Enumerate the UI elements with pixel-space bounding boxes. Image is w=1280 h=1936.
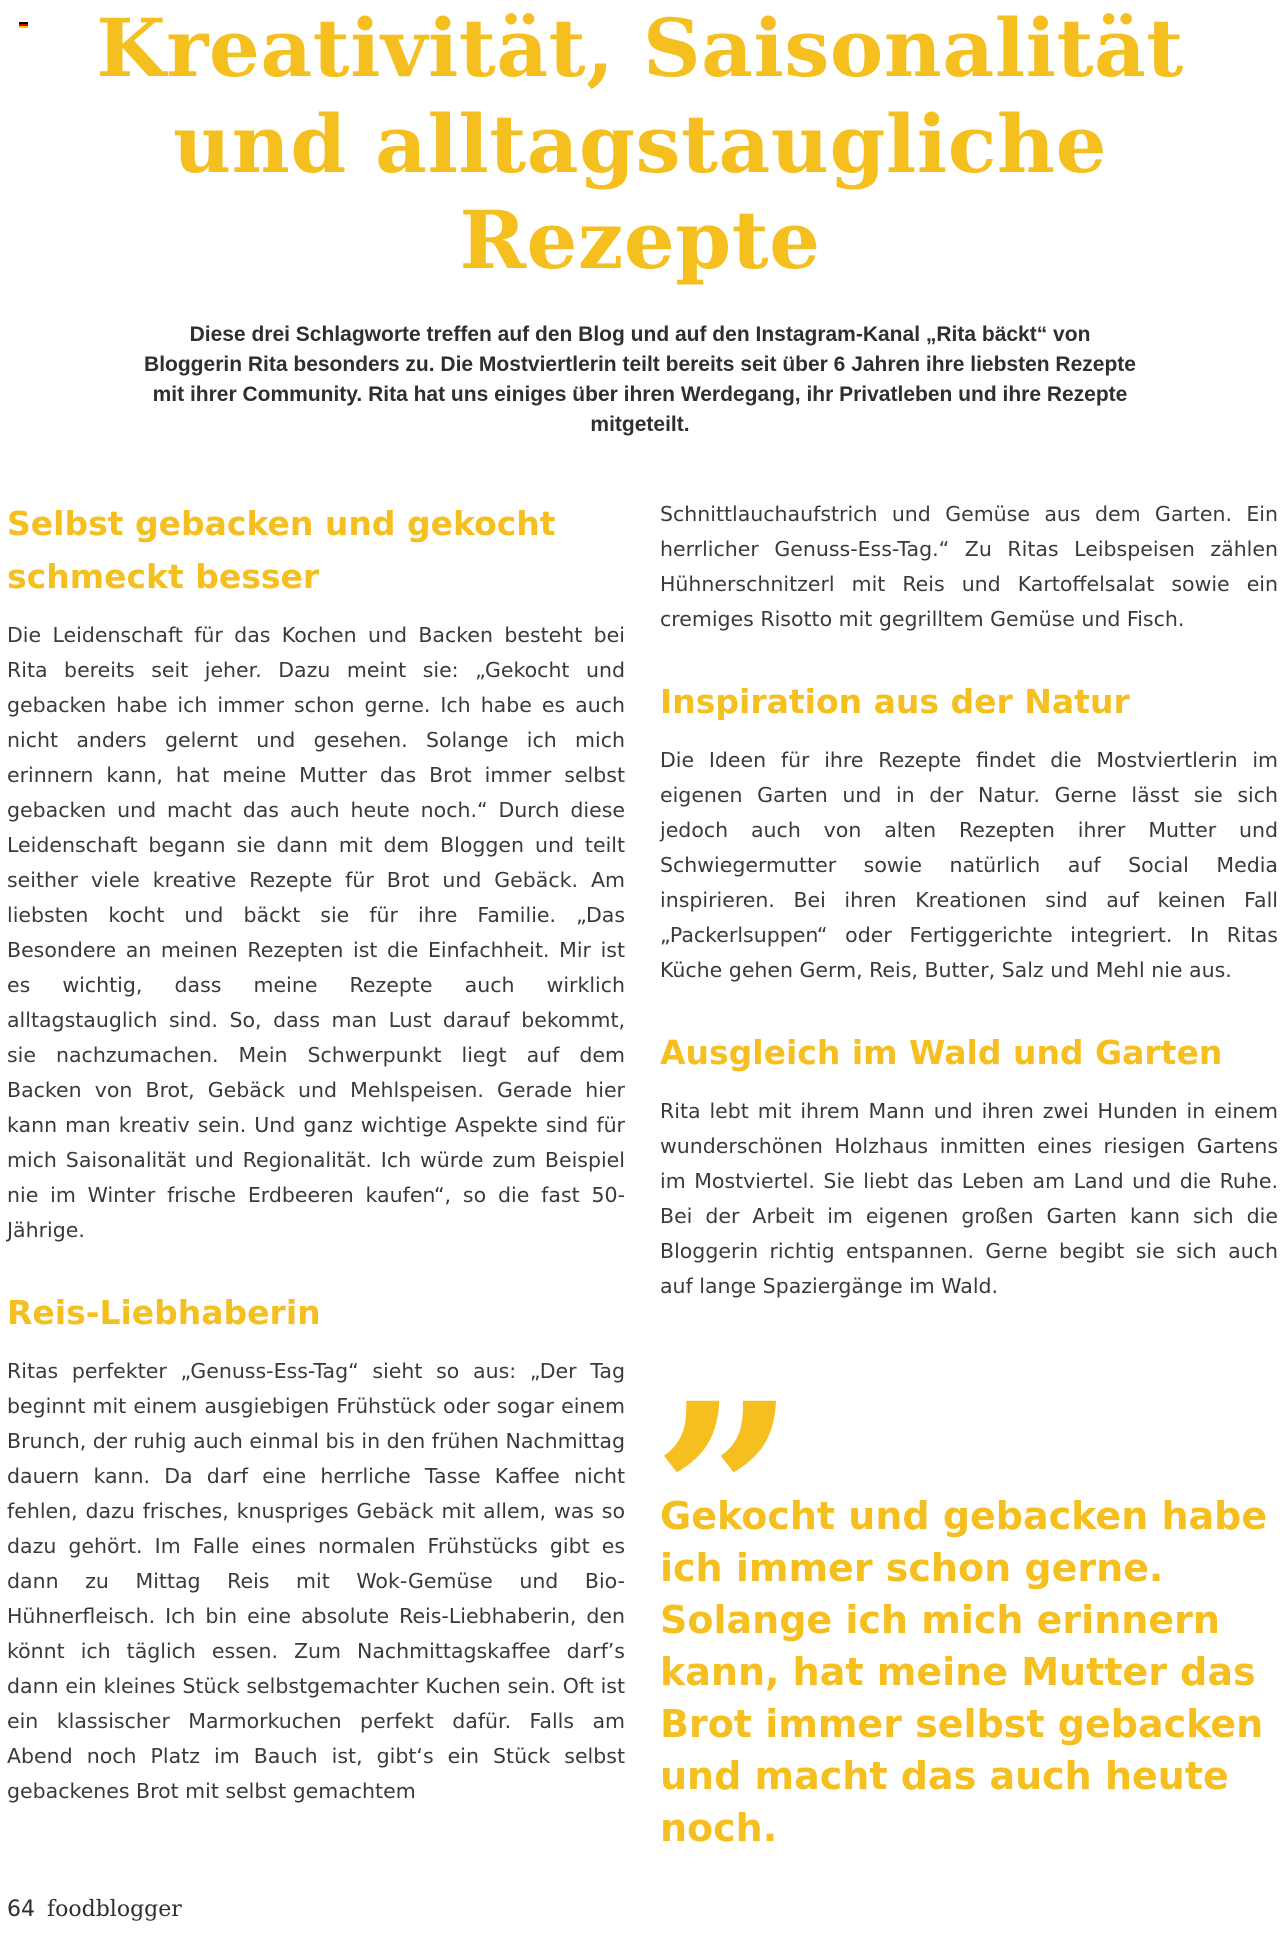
section-body: Die Leidenschaft für das Kochen und Backen besteht bei Rita bereits seit jeher. Dazu meint sie: „Gekocht und gebacken habe ich immer schon gerne. Ich habe es auch nicht anders gelernt und gesehen. Solange ich mich erinnern kann, hat meine Mutter das Brot immer selbst gebacken und macht das auch heute noch.“ Durch diese Leidenschaft begann sie dann mit dem Bloggen und teilt seither viele kreative Rezepte für Brot und Gebäck. Am liebsten kocht und bäckt sie für ihre Familie. „Das Besondere an meinen Rezepten ist die Einfachheit. Mir ist es wichtig, dass meine Rezepte auch wirklich alltagstauglich sind. So, dass man Lust darauf bekommt, sie nachzumachen. Mein Schwerpunkt liegt auf dem Backen von Brot, Gebäck und Mehlspeisen. Gerade hier kann man kreativ sein. Und ganz wichtige Aspekte sind für mich Saisonalität und Regionalität. Ich würde zum Beispiel nie im Winter frische Erdbeeren kaufen“, so die fast 50-Jährige. [7, 623, 625, 1242]
quote-mark-icon: ” [652, 1348, 796, 1642]
language-flag-icon[interactable] [19, 22, 28, 28]
section-heading: Ausgleich im Wald und Garten [660, 1033, 1223, 1072]
page-title: Kreativität, Saisonalität und alltagstaugliche Rezepte [96, 1, 1184, 287]
page-footer [7, 1897, 182, 1927]
intro-paragraph: Diese drei Schlagworte treffen auf den Blog und auf den Instagram-Kanal „Rita bäckt“ von Bloggerin Rita besonders zu. Die Mostviertlerin teilt bereits seit über 6 Jahren ihre liebsten Rezepte mit ihrer Community. Rita hat uns einiges über ihren Werdegang, ihr Privatleben und ihre Rezepte mitgeteilt. [144, 323, 1136, 436]
section-body-continuation: Schnittlauchaufstrich und Gemüse aus dem Garten. Ein herrlicher Genuss-Ess-Tag.“ Zu Ritas Leibspeisen zählen Hühnerschnitzerl mit Reis und Kartoffelsalat sowie ein cremiges Risotto mit gegrilltem Gemüse und Fisch. [660, 502, 1278, 631]
section-heading: Reis-Liebhaberin [7, 1293, 321, 1332]
left-column [7, 497, 625, 1809]
section-body: Rita lebt mit ihrem Mann und ihren zwei Hunden in einem wunderschönen Holzhaus inmitten eines riesigen Gartens im Mostviertel. Sie liebt das Leben am Land und die Ruhe. Bei der Arbeit im eigenen großen Garten kann sich die Bloggerin richtig entspannen. Gerne begibt sie sich auch auf lange Spaziergänge im Wald. [660, 1099, 1278, 1298]
page-number: 64 [7, 1897, 35, 1922]
section-body: Die Ideen für ihre Rezepte findet die Mostviertlerin im eigenen Garten und in der Natur. Gerne lässt sie sich jedoch auch von alten Rezepten ihrer Mutter und Schwiegermutter sowie natürlich auf Social Media inspirieren. Bei ihren Kreationen sind auf keinen Fall „Packerlsuppen“ oder Fertiggerichte integriert. In Ritas Küche gehen Germ, Reis, Butter, Salz und Mehl nie aus. [660, 748, 1278, 982]
section-heading: Inspiration aus der Natur [660, 682, 1130, 721]
right-column [660, 497, 1278, 1304]
section-body: Ritas perfekter „Genuss-Ess-Tag“ sieht so aus: „Der Tag beginnt mit einem ausgiebigen Frühstück oder sogar einem Brunch, der ruhig auch einmal bis in den frühen Nachmittag dauern kann. Da darf eine herrliche Tasse Kaffee nicht fehlen, dazu frisches, knuspriges Gebäck mit allem, was so dazu gehört. Im Falle eines normalen Frühstücks gibt es dann zu Mittag Reis mit Wok-Gemüse und Bio-Hühnerfleisch. Ich bin eine absolute Reis-Liebhaberin, den könnt ich täglich essen. Zum Nachmittagskaffee darf’s dann ein kleines Stück selbstgemachter Kuchen sein. Oft ist ein klassischer Marmorkuchen perfekt dafür. Falls am Abend noch Platz im Bauch ist, gibt‘s ein Stück selbst gebackenes Brot mit selbst gemachtem [7, 1359, 625, 1803]
pull-quote: Gekocht und gebacken habe ich immer schon gerne. Solange ich mich erinnern kann, hat meine Mutter das Brot immer selbst gebacken und macht das auch heute noch. [660, 1494, 1268, 1850]
magazine-brand: foodblogger [47, 1897, 182, 1922]
section-heading: Selbst gebacken und gekocht schmeckt besser [7, 504, 556, 596]
